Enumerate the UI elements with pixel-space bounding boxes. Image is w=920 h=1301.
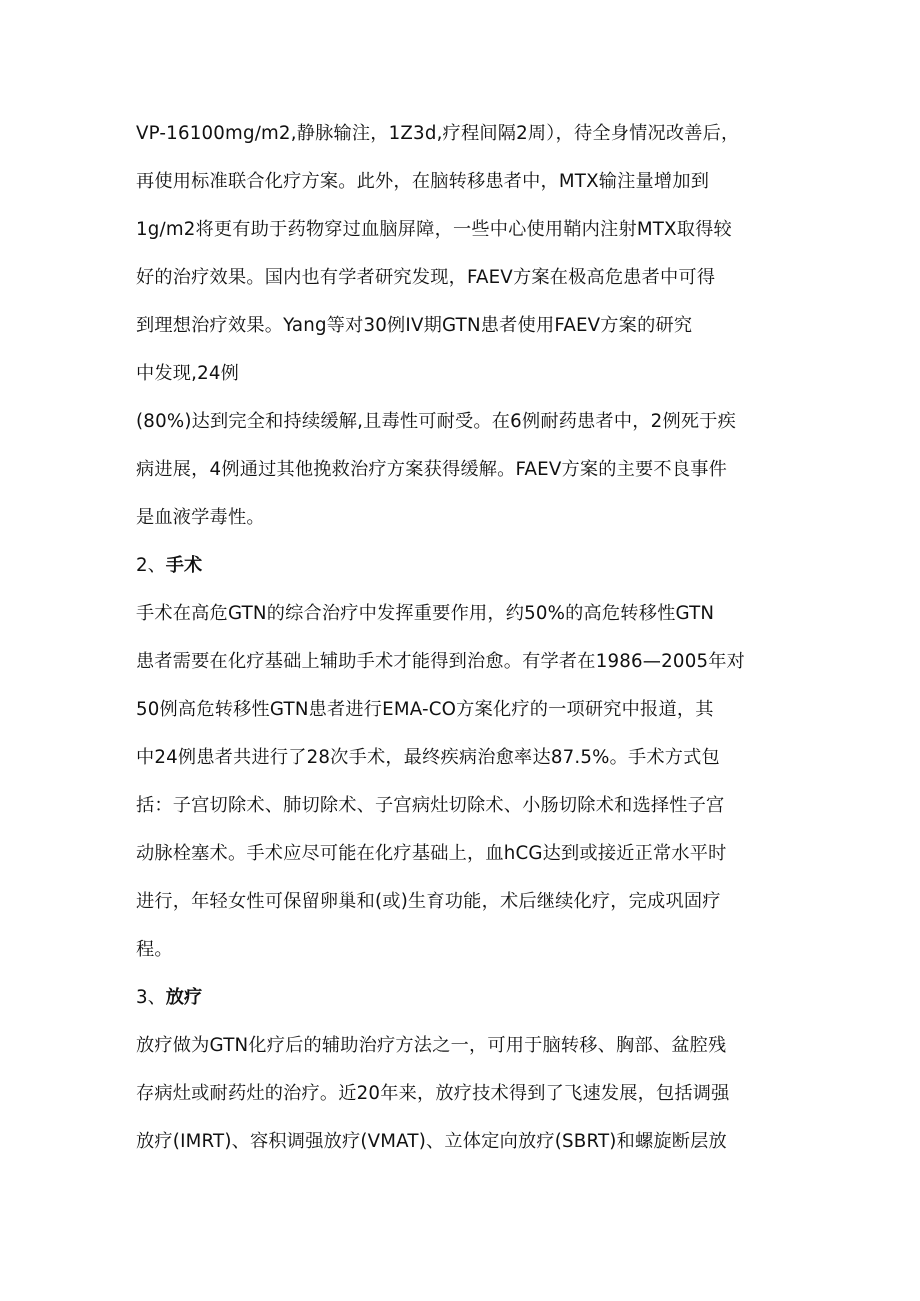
paragraph-1-line-5: 到理想治疗效果。Yang等对30例IV期GTN患者使用FAEV方案的研究 — [136, 315, 693, 336]
section-2-number: 2、 — [136, 555, 166, 576]
paragraph-1-line-1: VP-16100mg∕m2,静脉输注，1Z3d,疗程间隔2周），待全身情况改善后， — [136, 123, 740, 144]
paragraph-3-line-8: 程。 — [136, 939, 173, 960]
paragraph-3-line-2: 患者需要在化疗基础上辅助手术才能得到治愈。有学者在1986—2005年对 — [136, 651, 746, 672]
section-3-heading — [136, 984, 202, 1012]
section-2-title: 手术 — [165, 555, 203, 576]
paragraph-2-line-3: 是血液学毒性。 — [136, 507, 265, 528]
paragraph-3-line-1: 手术在高危GTN的综合治疗中发挥重要作用，约50%的高危转移性GTN — [136, 603, 715, 624]
paragraph-3-line-7: 进行，年轻女性可保留卵巢和(或)生育功能，术后继续化疗，完成巩固疗 — [136, 891, 721, 912]
section-3-title: 放疗 — [165, 987, 203, 1008]
paragraph-1-line-4: 好的治疗效果。国内也有学者研究发现，FAEV方案在极高危患者中可得 — [136, 267, 716, 288]
paragraph-1-line-3: 1g∕m2将更有助于药物穿过血脑屏障，一些中心使用鞘内注射MTX取得较 — [136, 219, 732, 240]
paragraph-1-line-2: 再使用标准联合化疗方案。此外，在脑转移患者中，MTX输注量增加到 — [136, 171, 710, 192]
paragraph-3-line-3: 50例高危转移性GTN患者进行EMA-CO方案化疗的一项研究中报道，其 — [136, 699, 714, 720]
paragraph-3-line-4: 中24例患者共进行了28次手术，最终疾病治愈率达87.5%。手术方式包 — [136, 747, 720, 768]
paragraph-4-line-1: 放疗做为GTN化疗后的辅助治疗方法之一，可用于脑转移、胸部、盆腔残 — [136, 1035, 727, 1056]
section-3-number: 3、 — [136, 987, 166, 1008]
section-2-heading — [136, 552, 202, 580]
paragraph-2-line-2: 病进展，4例通过其他挽救治疗方案获得缓解。FAEV方案的主要不良事件 — [136, 459, 727, 480]
paragraph-4-line-2: 存病灶或耐药灶的治疗。近20年来，放疗技术得到了飞速发展，包括调强 — [136, 1083, 730, 1104]
paragraph-2-line-1: (80%)达到完全和持续缓解,且毒性可耐受。在6例耐药患者中，2例死于疾 — [136, 411, 736, 432]
paragraph-3-line-6: 动脉栓塞术。手术应尽可能在化疗基础上，血hCG达到或接近正常水平时 — [136, 843, 727, 864]
paragraph-1-line-6: 中发现,24例 — [136, 363, 240, 384]
paragraph-3-line-5: 括：子宫切除术、肺切除术、子宫病灶切除术、小肠切除术和选择性子宫 — [136, 795, 725, 816]
paragraph-4-line-3: 放疗(IMRT)、容积调强放疗(VMAT)、立体定向放疗(SBRT)和螺旋断层放 — [136, 1131, 727, 1152]
